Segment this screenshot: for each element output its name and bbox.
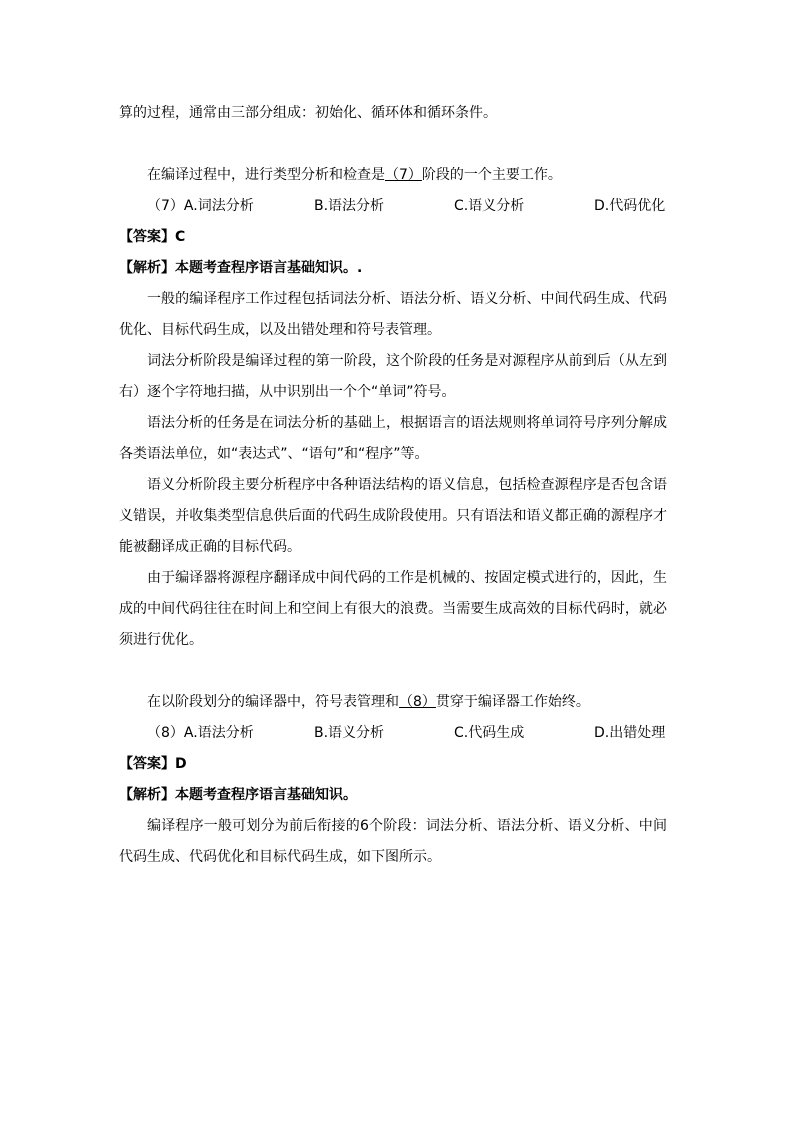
answer-value: C (175, 229, 186, 245)
option-c: C.语义分析 (454, 198, 525, 214)
question-7-options (119, 191, 667, 222)
stem-text: 贯穿于编译器工作始终。 (435, 694, 590, 710)
document-page (119, 98, 667, 873)
analysis-7-heading (119, 253, 667, 284)
intro-tail: 算的过程，通常由三部分组成：初始化、循环体和循环条件。 (119, 105, 497, 121)
option-c: C.代码生成 (454, 725, 525, 741)
option-a: （7）A.词法分析 (147, 198, 254, 214)
answer-label: 【答案】 (119, 229, 175, 245)
answer-label: 【答案】 (119, 756, 175, 772)
analysis-paragraph: 语义分析阶段主要分析程序中各种语法结构的语义信息，包括检查源程序是否包含语义错误，并收集类型信息供后面的代码生成阶段使用。只有语法和语义都正确的源程序才能被翻译成正确的目标代码。 (119, 477, 667, 555)
stem-text: 在以阶段划分的编译器中，符号表管理和 (147, 694, 399, 710)
analysis-8-heading (119, 780, 667, 811)
question-7-stem (119, 160, 667, 191)
analysis-title: 本题考查程序语言基础知识。. (175, 260, 363, 276)
answer-8 (119, 749, 667, 780)
question-8-options (119, 718, 667, 749)
option-d: D.出错处理 (594, 725, 666, 741)
option-b: B.语法分析 (314, 198, 385, 214)
analysis-paragraph: 编译程序一般可划分为前后衔接的6个阶段：词法分析、语法分析、语义分析、中间代码生成、代码优化和目标代码生成，如下图所示。 (119, 818, 667, 865)
analysis-title: 本题考查程序语言基础知识。 (175, 787, 357, 803)
stem-text: 在编译过程中，进行类型分析和检查是 (147, 167, 385, 183)
option-d: D.代码优化 (594, 198, 666, 214)
option-b: B.语义分析 (314, 725, 385, 741)
question-8-stem (119, 687, 667, 718)
answer-value: D (175, 756, 187, 772)
question-blank: （8） (399, 694, 436, 710)
question-blank: （7） (385, 167, 422, 183)
analysis-label: 【解析】 (119, 260, 175, 276)
answer-7 (119, 222, 667, 253)
analysis-paragraph: 词法分析阶段是编译过程的第一阶段，这个阶段的任务是对源程序从前到后（从左到右）逐个字符地扫描，从中识别出一个个“单词”符号。 (119, 353, 667, 400)
option-a: （8）A.语法分析 (147, 725, 254, 741)
analysis-paragraph: 一般的编译程序工作过程包括词法分析、语法分析、语义分析、中间代码生成、代码优化、目标代码生成，以及出错处理和符号表管理。 (119, 291, 667, 338)
analysis-label: 【解析】 (119, 787, 175, 803)
stem-text: 阶段的一个主要工作。 (421, 167, 562, 183)
analysis-paragraph: 语法分析的任务是在词法分析的基础上，根据语言的语法规则将单词符号序列分解成各类语法单位，如“表达式”、“语句”和“程序”等。 (119, 415, 667, 462)
analysis-paragraph: 由于编译器将源程序翻译成中间代码的工作是机械的、按固定模式进行的，因此，生成的中间代码往往在时间上和空间上有很大的浪费。当需要生成高效的目标代码时，就必须进行优化。 (119, 570, 667, 648)
